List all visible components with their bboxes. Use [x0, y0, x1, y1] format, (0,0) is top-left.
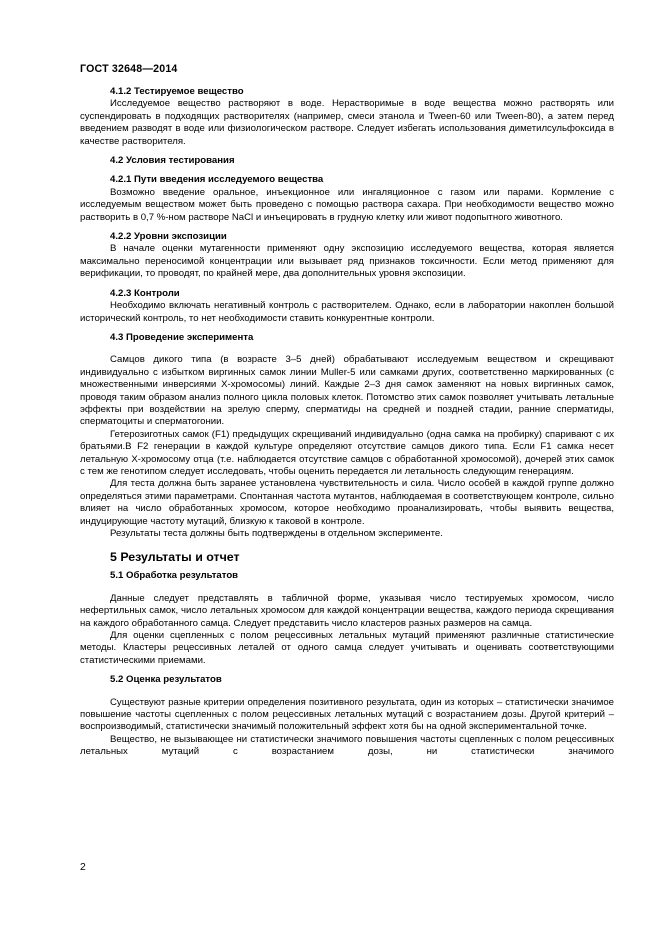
- section-5-2-paragraph-2: Вещество, не вызывающее ни статистически значимого повышения частоты сцепленных с полом рецессивных летальных мутаций с возрастанием дозы, ни статистически значимого: [80, 733, 614, 758]
- section-4-2-3-paragraph: Необходимо включать негативный контроль с растворителем. Однако, если в лаборатории накоплен большой исторический контроль, то нет необходимости ставить конкурентные контроли.: [80, 300, 614, 324]
- section-4-2-1-paragraph: Возможно введение оральное, инъекционное или ингаляционное с газом или парами. Кормление с исследуемым веществом может быть проведено с помощью раствора сахара. При необходимости вещество можно растворить в 0,7 %-ном растворе NaCl и инъецировать в грудную клетку или живот подопытного животного.: [80, 186, 614, 223]
- section-4-2-2-title: 4.2.2 Уровни экспозиции: [110, 231, 227, 243]
- section-4-3-paragraph-4: Результаты теста должны быть подтверждены в отдельном эксперименте.: [110, 528, 443, 539]
- page-number: 2: [80, 862, 86, 873]
- document-body: [80, 86, 614, 759]
- section-5-2-paragraph-1: Существуют разные критерии определения позитивного результата, один из которых – статистически значимое повышение частоты сцепленных с полом рецессивных летальных мутаций с возрастанием дозы. Другой критерий – воспроизводимый, статистически значимый положительный эффект хотя бы на одной экспериментальной точке.: [80, 696, 614, 733]
- section-4-3-paragraph-3: Для теста должна быть заранее установлена чувствительность и сила. Число особей в каждой группе должно определяться этими параметрами. Спонтанная частота мутантов, наблюдаемая в соответствующем контроле, сильно влияет на число обработанных хромосом, которое необходимо проанализировать, чтобы выявить вещества, индуцирующие частоту мутаций, близкую к таковой в контроле.: [80, 478, 614, 527]
- section-4-2-1-title: 4.2.1 Пути введения исследуемого вещества: [110, 174, 324, 186]
- section-4-2-3-title: 4.2.3 Контроли: [110, 287, 180, 299]
- section-4-3-paragraph-1: Самцов дикого типа (в возрасте 3–5 дней) обрабатывают исследуемым веществом и скрещивают индивидуально с избытком виргинных самок линии Muller-5 или самками других, соответственно маркированных (с множественными инверсиями X-хромосомы) линий. Каждые 2–3 дня самок заменяют на новых виргинных самок, проводя таким образом анализ полного цикла половых клеток. Потомство этих самок позволяет учитывать летальные эффекты при воздействии на зрелую сперму, сперматиды на средней и поздней стадии, ранние сперматиды, сперматоциты и сперматогонии.: [80, 354, 614, 428]
- section-5-1-title: 5.1 Обработка результатов: [110, 570, 239, 582]
- section-4-1-2-title: 4.1.2 Тестируемое вещество: [110, 86, 244, 97]
- section-5-2-title: 5.2 Оценка результатов: [110, 674, 222, 686]
- section-4-3-title: 4.3 Проведение эксперимента: [110, 331, 254, 343]
- section-5-1-paragraph-2: Для оценки сцепленных с полом рецессивных летальных мутаций применяют различные статистические методы. Кластеры рецессивных леталей от одного самца следует учитывать и оценивать соответствующими статистическими приемами.: [80, 630, 614, 666]
- section-5-title: 5 Результаты и отчет: [110, 550, 240, 565]
- section-4-1-2-paragraph: Исследуемое вещество растворяют в воде. Нерастворимые в воде вещества можно растворять или суспендировать в подходящих растворителях (например, смеси этанола и Tween-60 или Tween-80), а затем перед введением разводят в воде или физиологическом растворе. Следует избегать использования диметилсульфоксида в качестве растворителя.: [80, 98, 614, 147]
- section-4-3-paragraph-2: Гетерозиготных самок (F1) предыдущих скрещиваний индивидуально (одна самка на пробирку) спаривают с их братьями.В F2 генерации в каждой культуре определяют отсутствие самцов дикого типа. Если F1 самка несет летальную X-хромосому отца (т.е. наблюдается отсутствие самцов с обработанной хромосомой), дочерей этих самок с тем же генотипом следует исследовать, чтобы оценить передается ли летальность следующим генерациям.: [80, 428, 614, 477]
- section-4-2-title: 4.2 Условия тестирования: [110, 155, 235, 167]
- section-5-1-paragraph-1: Данные следует представлять в табличной форме, указывая число тестируемых хромосом, число нефертильных самок, число летальных хромосом для каждой концентрации вещества, каждого периода скрещивания на каждого обработанного самца. Следует представить число кластеров разных размеров на самца.: [80, 592, 614, 629]
- section-4-2-2-paragraph: В начале оценки мутагенности применяют одну экспозицию исследуемого вещества, которая является максимально переносимой концентрации или вызывает ряд признаков токсичности. Если метод применяют для верификации, то проводят, по крайней мере, два дополнительных уровня экспозиции.: [80, 243, 614, 280]
- standard-header: ГОСТ 32648—2014: [80, 63, 178, 75]
